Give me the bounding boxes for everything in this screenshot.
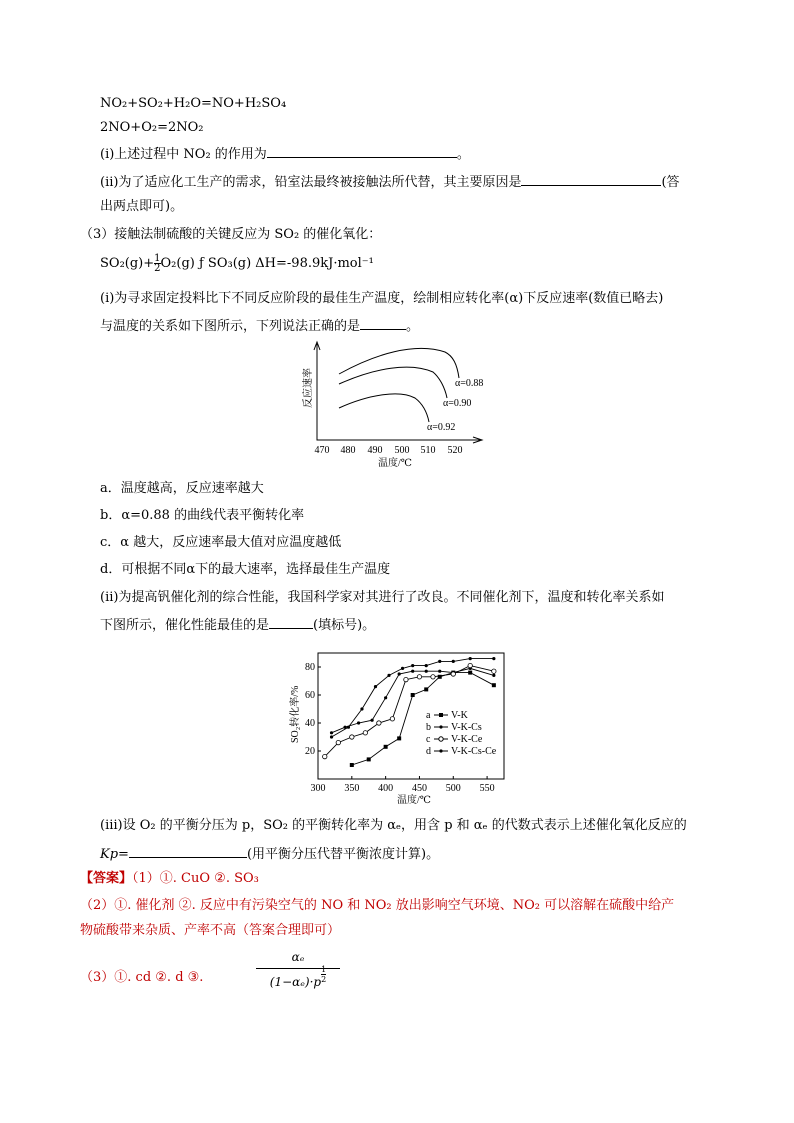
answer-blank bbox=[267, 145, 457, 158]
series-point-c bbox=[336, 740, 340, 744]
answer-1-text: （1）①. CuO ②. SO₃ bbox=[132, 871, 259, 886]
equation-1: NO₂+SO₂+H₂O=NO+H₂SO₄ bbox=[100, 96, 287, 111]
chart1-ylabel: 反应速率 bbox=[303, 368, 314, 408]
y-tick-label-60: 60 bbox=[305, 690, 315, 701]
equation-part-b: O₂(g) ƒ SO₃(g) ΔH=-98.9kJ·mol⁻¹ bbox=[160, 256, 374, 271]
chart1-xtick-480: 480 bbox=[340, 445, 356, 456]
legend-key-c: c bbox=[426, 734, 431, 745]
answer-blank bbox=[269, 616, 313, 629]
question-2-i-text: (ⅰ)上述过程中 NO₂ 的作用为 bbox=[100, 147, 267, 162]
question-3-i-line1: (ⅰ)为寻求固定投料比下不同反应阶段的最佳生产温度，绘制相应转化率(α)下反应速率(数值已略去) bbox=[100, 291, 664, 306]
formula-numerator: αₑ bbox=[256, 950, 340, 969]
question-3-iii-line1: (ⅲ)设 O₂ 的平衡分压为 p，SO₂ 的平衡转化率为 αₑ，用含 p 和 αₑ 的代数式表示上述催化氧化反应的 bbox=[100, 818, 687, 833]
formula-exponent: $\frac{1}{2}$ bbox=[321, 965, 327, 984]
series-point-a bbox=[468, 671, 472, 675]
y-tick-label-20: 20 bbox=[305, 746, 315, 757]
chart1-y-axis bbox=[317, 344, 480, 440]
question-2-ii-suffix: (答 bbox=[661, 175, 680, 190]
formula-denominator: (1−αₑ)·p $\frac{1}{2}$ bbox=[269, 965, 327, 989]
conversion-temperature-chart bbox=[286, 645, 516, 810]
series-point-d bbox=[425, 664, 428, 667]
equation-2: 2NO+O₂=2NO₂ bbox=[100, 120, 204, 135]
series-point-c bbox=[390, 717, 394, 721]
series-point-d bbox=[387, 674, 390, 677]
series-point-c bbox=[363, 731, 367, 735]
series-point-c bbox=[377, 721, 381, 725]
chart1-xtick-490: 490 bbox=[367, 445, 383, 456]
series-point-a bbox=[350, 763, 354, 767]
question-3-ii-text: 下图所示，催化性能最佳的是 bbox=[100, 618, 270, 633]
curve-alpha-092 bbox=[339, 394, 429, 422]
question-3-iii-line2 bbox=[100, 845, 439, 863]
series-point-d bbox=[330, 735, 333, 738]
series-point-b bbox=[357, 721, 360, 724]
answer-3: （3）①. cd ②. d ③. bbox=[80, 970, 204, 985]
series-point-b bbox=[371, 719, 374, 722]
option-a: a．温度越高，反应速率越大 bbox=[100, 481, 264, 496]
fraction-half: $\frac{1}{2}$ bbox=[154, 253, 161, 274]
question-3-i-line2: 与温度的关系如下图所示，下列说法正确的是 。 bbox=[100, 319, 420, 334]
answer-1 bbox=[80, 871, 259, 887]
question-3-iii-suffix: (用平衡分压代替平衡浓度计算)。 bbox=[246, 847, 440, 862]
chart1-xtick-500: 500 bbox=[394, 445, 410, 456]
x-tick-label-500: 500 bbox=[445, 783, 461, 794]
answer-blank bbox=[360, 317, 406, 330]
answer-blank bbox=[129, 845, 247, 858]
chart1-xtick-510: 510 bbox=[420, 445, 436, 456]
series-point-d bbox=[469, 657, 472, 660]
x-tick-label-350: 350 bbox=[344, 783, 360, 794]
curve-label-088: α=0.88 bbox=[455, 378, 484, 389]
question-2-ii-cont: 出两点即可)。 bbox=[100, 199, 184, 214]
curve-alpha-090 bbox=[339, 367, 447, 398]
legend-key-a: a bbox=[426, 710, 431, 721]
x-tick-label-450: 450 bbox=[411, 783, 427, 794]
chart2-xlabel: 温度/℃ bbox=[397, 795, 431, 806]
series-point-b bbox=[438, 670, 441, 673]
series-point-d bbox=[347, 726, 350, 729]
question-3-intro: （3）接触法制硫酸的关键反应为 SO₂ 的催化氧化： bbox=[80, 227, 382, 242]
series-point-d bbox=[401, 667, 404, 670]
series-point-b bbox=[398, 672, 401, 675]
question-3-equation bbox=[100, 254, 374, 273]
x-tick-label-300: 300 bbox=[310, 783, 326, 794]
series-point-c bbox=[451, 672, 455, 676]
question-2-i: (ⅰ)上述过程中 NO₂ 的作用为 。 bbox=[100, 147, 470, 162]
x-tick-label-400: 400 bbox=[378, 783, 394, 794]
series-point-c bbox=[404, 677, 408, 681]
series-point-b bbox=[330, 731, 333, 734]
answer-2-line1: （2）①. 催化剂 ②. 反应中有污染空气的 NO 和 NO₂ 放出影响空气环境、NO₂ 可以溶解在硫酸中给产 bbox=[80, 898, 675, 913]
chart1-xtick-470: 470 bbox=[314, 445, 330, 456]
curve-label-090: α=0.90 bbox=[443, 398, 472, 409]
answer-blank bbox=[521, 173, 661, 186]
series-point-a bbox=[424, 687, 428, 691]
series-point-b bbox=[411, 670, 414, 673]
legend-name-b: V-K-Cs bbox=[451, 722, 482, 733]
series-point-d bbox=[492, 657, 495, 660]
series-point-c bbox=[431, 675, 435, 679]
legend-marker-a bbox=[439, 713, 443, 717]
y-tick-label-40: 40 bbox=[305, 718, 315, 729]
legend-marker-d bbox=[439, 749, 442, 752]
series-point-c bbox=[492, 669, 496, 673]
question-2-ii bbox=[100, 173, 680, 191]
question-3-i-text: 与温度的关系如下图所示，下列说法正确的是 bbox=[100, 319, 361, 334]
series-point-d bbox=[374, 685, 377, 688]
y-tick-label-80: 80 bbox=[305, 662, 315, 673]
series-point-a bbox=[492, 683, 496, 687]
series-point-c bbox=[350, 735, 354, 739]
option-b: b．α=0.88 的曲线代表平衡转化率 bbox=[100, 508, 305, 523]
legend-marker-c bbox=[439, 737, 443, 741]
answer-2-line2: 物硫酸带来杂质、产率不高（答案合理即可） bbox=[80, 923, 341, 938]
series-point-c bbox=[417, 675, 421, 679]
option-c: c．α 越大，反应速率最大值对应温度越低 bbox=[100, 535, 342, 550]
rate-temperature-chart bbox=[295, 338, 505, 468]
curve-alpha-088 bbox=[339, 348, 459, 378]
equation-part-a: SO₂(g)+ bbox=[100, 256, 155, 271]
chart2-ylabel: SO₂转化率/% bbox=[290, 685, 301, 743]
series-point-d bbox=[438, 660, 441, 663]
question-3-ii-line1: (ⅱ)为提高钒催化剂的综合性能，我国科学家对其进行了改良。不同催化剂下，温度和转化率关系如 bbox=[100, 590, 665, 605]
chart1-xlabel: 温度/℃ bbox=[378, 458, 412, 468]
answer-3-formula bbox=[256, 950, 340, 992]
series-point-c bbox=[468, 663, 472, 667]
series-point-b bbox=[384, 696, 387, 699]
legend-marker-b bbox=[439, 725, 442, 728]
series-point-a bbox=[384, 745, 388, 749]
legend-key-b: b bbox=[426, 722, 431, 733]
series-point-a bbox=[397, 736, 401, 740]
question-2-ii-text: (ⅱ)为了适应化工生产的需求，铅室法最终被接触法所代替，其主要原因是 bbox=[100, 175, 522, 190]
answer-label: 【答案】 bbox=[80, 871, 133, 886]
series-point-d bbox=[411, 664, 414, 667]
series-point-a bbox=[411, 693, 415, 697]
legend-name-c: V-K-Ce bbox=[451, 734, 483, 745]
series-point-c bbox=[323, 754, 327, 758]
legend-key-d: d bbox=[426, 746, 431, 757]
legend-name-d: V-K-Cs-Ce bbox=[451, 746, 497, 757]
series-point-d bbox=[360, 707, 363, 710]
question-3-ii-line2 bbox=[100, 616, 375, 634]
series-point-d bbox=[452, 660, 455, 663]
x-tick-label-550: 550 bbox=[479, 783, 495, 794]
series-point-a bbox=[367, 757, 371, 761]
chart1-xtick-520: 520 bbox=[447, 445, 463, 456]
curve-label-092: α=0.92 bbox=[427, 422, 456, 433]
kp-label: Kp= bbox=[100, 847, 129, 862]
series-point-b bbox=[425, 670, 428, 673]
option-d: d．可根据不同α下的最大速率，选择最佳生产温度 bbox=[100, 562, 391, 577]
series-point-b bbox=[492, 674, 495, 677]
legend-name-a: V-K bbox=[451, 710, 468, 721]
question-3-ii-suffix: (填标号)。 bbox=[313, 618, 376, 633]
